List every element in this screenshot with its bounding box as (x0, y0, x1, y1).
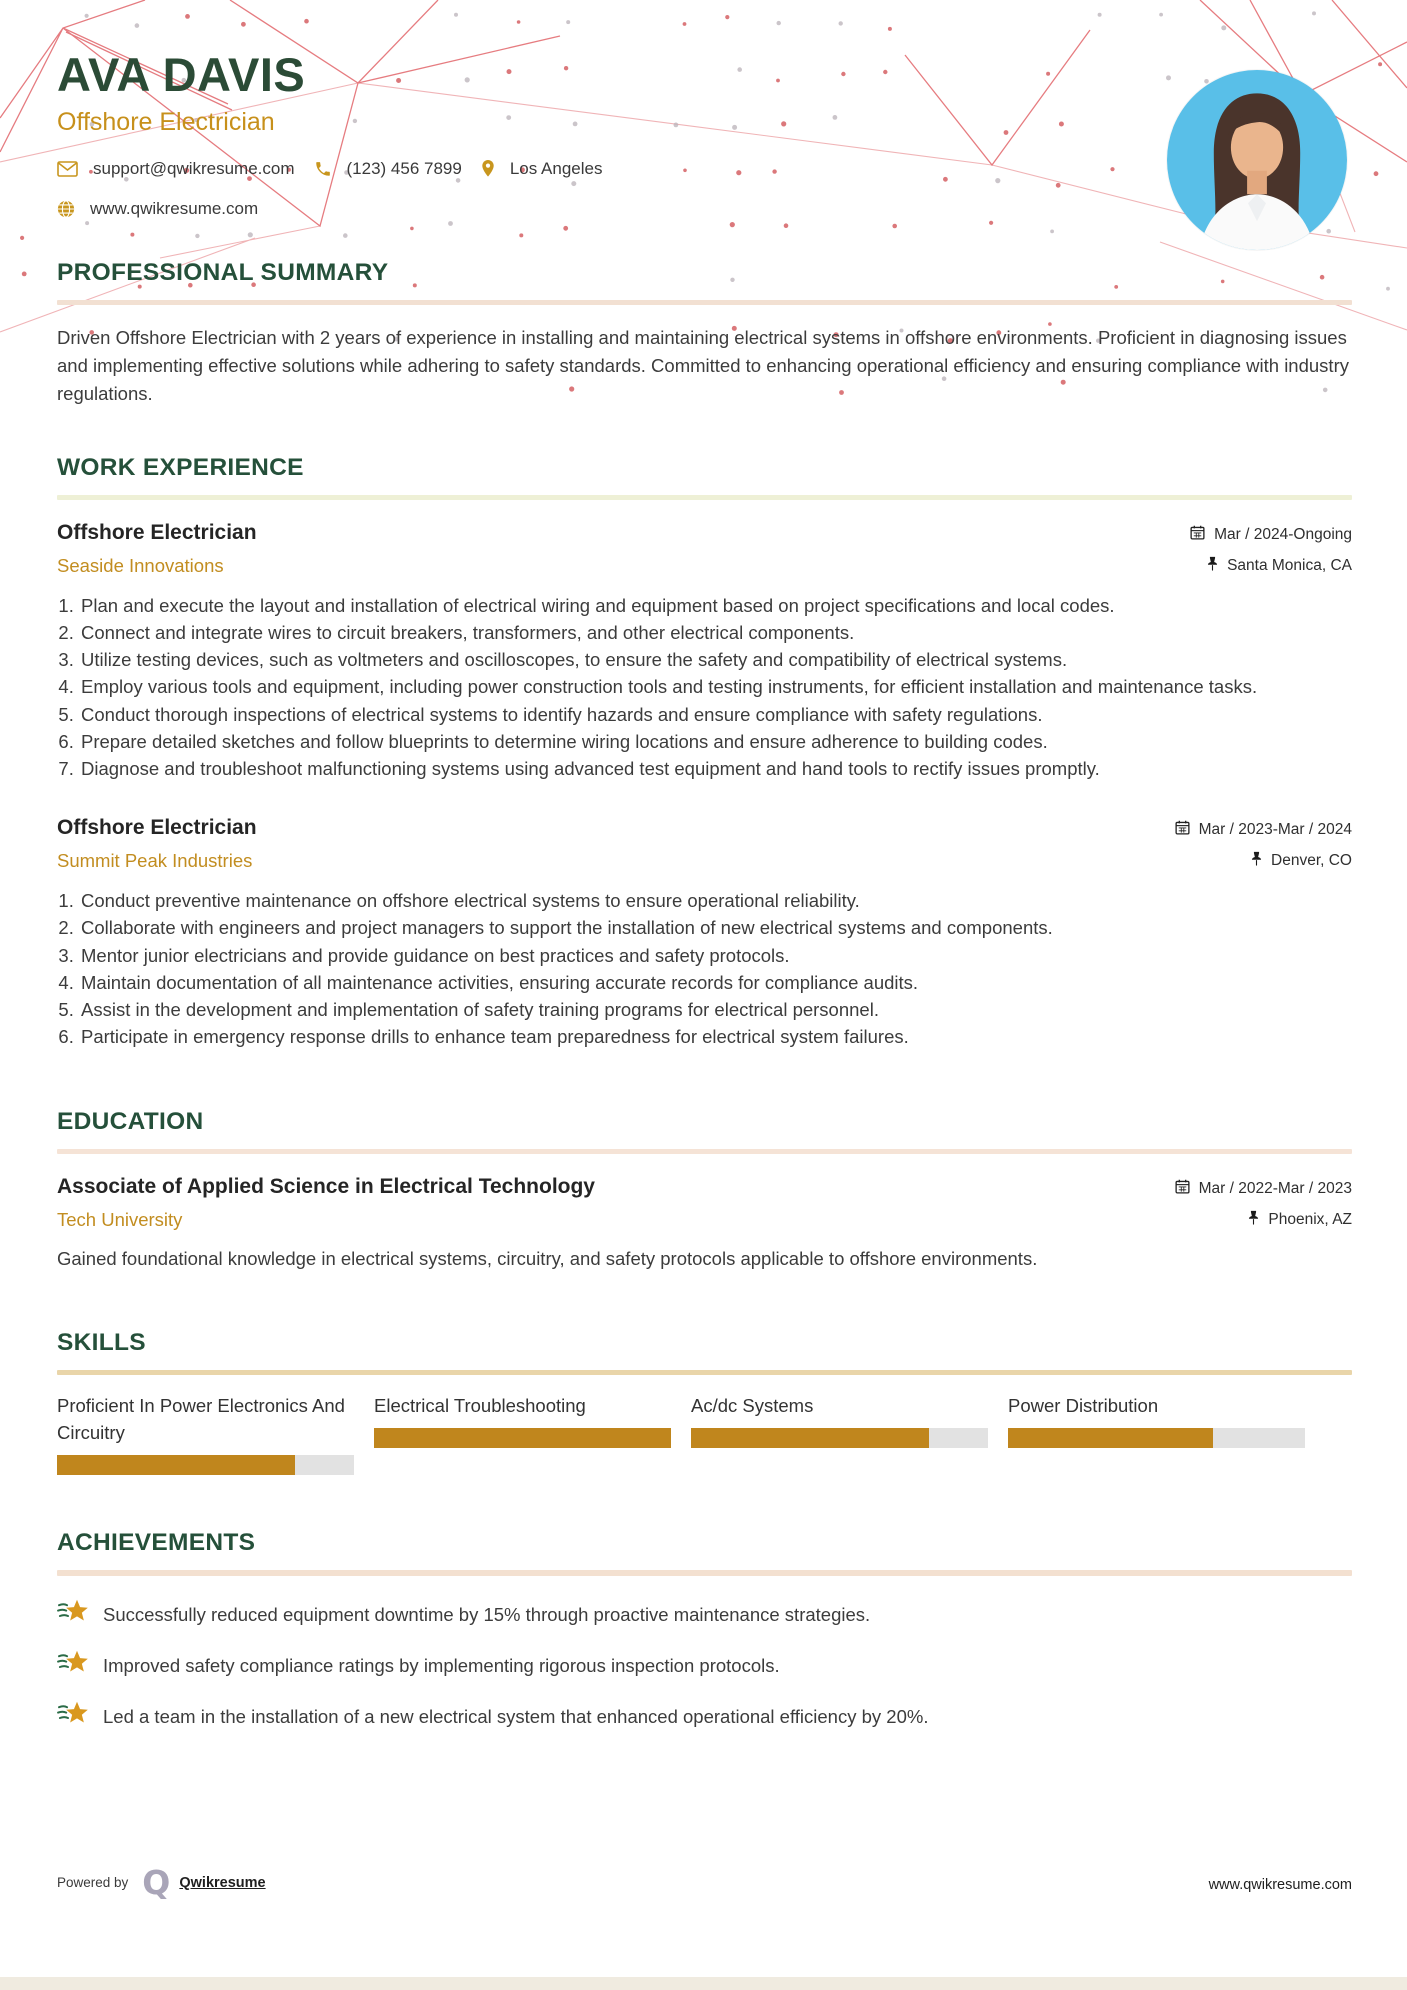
star-badge-icon (57, 1700, 88, 1732)
contact-row-1 (57, 159, 1352, 179)
skill-bar (57, 1455, 354, 1475)
header (57, 50, 1352, 219)
summary-text: Driven Offshore Electrician with 2 years of experience in installing and maintaining electrical systems in offshore environments. Proficient in diagnosing issues and implementing effective solutions while adhering to safety standards. Committed to enhancing operational efficiency and ensuring compliance with industry regulations. (57, 326, 1349, 404)
calendar-icon (1190, 525, 1205, 545)
skill-label: Electrical Troubleshooting (374, 1395, 586, 1417)
skill-label: Proficient In Power Electronics And Circuitry (57, 1395, 345, 1444)
job-title: Offshore Electrician (57, 520, 257, 544)
job-location: Santa Monica, CA (1190, 556, 1352, 576)
email-icon (57, 161, 78, 177)
job-bullet-list (57, 592, 1352, 782)
job-company: Summit Peak Industries (57, 850, 253, 872)
calendar-icon (1175, 820, 1190, 840)
achievements-heading: ACHIEVEMENTS (57, 1529, 256, 1557)
achievement-item (57, 1702, 1352, 1732)
skill-bar-fill (691, 1428, 929, 1448)
job-bullet: 1. Conduct preventive maintenance on offshore electrical systems to ensure operational reliability. (79, 887, 1352, 914)
skill-item (1008, 1392, 1305, 1475)
footer-branding (57, 1863, 266, 1902)
skill-bar (374, 1428, 671, 1448)
job-title: Offshore Electrician (57, 816, 257, 840)
skill-bar (691, 1428, 988, 1448)
summary-heading: PROFESSIONAL SUMMARY (57, 258, 389, 286)
star-badge-icon (57, 1649, 88, 1681)
skill-bar-fill (374, 1428, 671, 1448)
job-bullet: 6. Participate in emergency response drills to enhance team preparedness for electrical system failures. (79, 1023, 1352, 1050)
achievement-text: Improved safety compliance ratings by implementing rigorous inspection protocols. (103, 1655, 780, 1677)
qwikresume-logo-icon: Q (142, 1863, 171, 1902)
education-divider (57, 1149, 1352, 1154)
achievements-divider (57, 1570, 1352, 1576)
job-entry (57, 521, 1352, 782)
achievement-text: Led a team in the installation of a new electrical system that enhanced operational efficiency by 20%. (103, 1706, 929, 1728)
skill-item (374, 1392, 671, 1475)
location-pin-icon (481, 159, 495, 178)
education-description: Gained foundational knowledge in electrical systems, circuitry, and safety protocols applicable to offshore environments. (57, 1248, 1038, 1270)
skill-label: Ac/dc Systems (691, 1395, 814, 1417)
calendar-icon (1175, 1179, 1190, 1199)
job-bullet: 4. Maintain documentation of all maintenance activities, ensuring accurate records for compliance audits. (79, 969, 1352, 996)
job-bullet: 1. Plan and execute the layout and installation of electrical wiring and equipment based on project specifications and local codes. (79, 592, 1352, 619)
section-achievements (57, 1529, 1352, 1732)
qwikresume-link[interactable]: Qwikresume (179, 1874, 266, 1891)
skill-bar (1008, 1428, 1305, 1448)
job-bullet: 5. Conduct thorough inspections of electrical systems to identify hazards and ensure compliance with safety regulations. (79, 701, 1352, 728)
education-school: Tech University (57, 1209, 183, 1231)
job-bullet: 7. Diagnose and troubleshoot malfunctioning systems using advanced test equipment and hand tools to rectify issues promptly. (79, 755, 1352, 782)
section-skills (57, 1329, 1352, 1475)
skill-item (57, 1392, 354, 1475)
job-bullet-list (57, 887, 1352, 1050)
skill-item (691, 1392, 988, 1475)
job-company: Seaside Innovations (57, 554, 224, 576)
education-heading: EDUCATION (57, 1108, 204, 1136)
summary-divider (57, 300, 1352, 305)
contact-website: www.qwikresume.com (57, 199, 258, 219)
achievements-list (57, 1600, 1352, 1732)
section-professional-summary (57, 259, 1352, 408)
section-education (57, 1108, 1352, 1273)
education-degree: Associate of Applied Science in Electrical Technology (57, 1175, 595, 1199)
phone-icon (314, 160, 332, 178)
skills-grid (57, 1392, 1352, 1475)
pushpin-icon (1248, 1210, 1259, 1230)
skill-bar-fill (1008, 1428, 1213, 1448)
education-date: Mar / 2022-Mar / 2023 (1175, 1179, 1352, 1199)
profile-photo (1167, 70, 1347, 250)
job-location: Denver, CO (1175, 851, 1352, 871)
work-divider (57, 495, 1352, 500)
bottom-strip (0, 1977, 1407, 1990)
education-entry (57, 1175, 1352, 1273)
job-bullet: 2. Collaborate with engineers and project managers to support the installation of new electrical systems and components. (79, 914, 1352, 941)
contact-row-2 (57, 199, 1352, 219)
job-bullet: 2. Connect and integrate wires to circuit breakers, transformers, and other electrical components. (79, 619, 1352, 646)
job-bullet: 3. Mentor junior electricians and provide guidance on best practices and safety protocols. (79, 942, 1352, 969)
contact-email: support@qwikresume.com (57, 159, 295, 179)
job-bullet: 4. Employ various tools and equipment, including power construction tools and testing instruments, for efficient installation and maintenance tasks. (79, 673, 1352, 700)
job-date: Mar / 2023-Mar / 2024 (1175, 820, 1352, 840)
achievement-text: Successfully reduced equipment downtime by 15% through proactive maintenance strategies. (103, 1604, 871, 1626)
achievement-item (57, 1651, 1352, 1681)
job-bullet: 5. Assist in the development and implementation of safety training programs for electrical personnel. (79, 996, 1352, 1023)
work-heading: WORK EXPERIENCE (57, 453, 304, 481)
skills-divider (57, 1370, 1352, 1375)
skill-bar-fill (57, 1455, 295, 1475)
job-date: Mar / 2024-Ongoing (1190, 525, 1352, 545)
contact-phone: (123) 456 7899 (314, 159, 462, 179)
skills-heading: SKILLS (57, 1329, 146, 1357)
candidate-title: Offshore Electrician (57, 107, 275, 136)
education-location: Phoenix, AZ (1175, 1210, 1352, 1230)
globe-icon (57, 200, 75, 218)
pushpin-icon (1251, 851, 1262, 871)
pushpin-icon (1207, 556, 1218, 576)
star-badge-icon (57, 1598, 88, 1630)
skill-label: Power Distribution (1008, 1395, 1159, 1417)
candidate-name: AVA DAVIS (57, 48, 306, 101)
footer-website: www.qwikresume.com (1208, 1877, 1352, 1893)
achievement-item (57, 1600, 1352, 1630)
job-bullet: 6. Prepare detailed sketches and follow blueprints to determine wiring locations and ensure adherence to building codes. (79, 728, 1352, 755)
section-work-experience (57, 454, 1352, 1051)
job-entry (57, 816, 1352, 1050)
contact-location: Los Angeles (481, 159, 603, 179)
job-bullet: 3. Utilize testing devices, such as voltmeters and oscilloscopes, to ensure the safety and compatibility of electrical systems. (79, 646, 1352, 673)
powered-by-label: Powered by (57, 1875, 129, 1890)
